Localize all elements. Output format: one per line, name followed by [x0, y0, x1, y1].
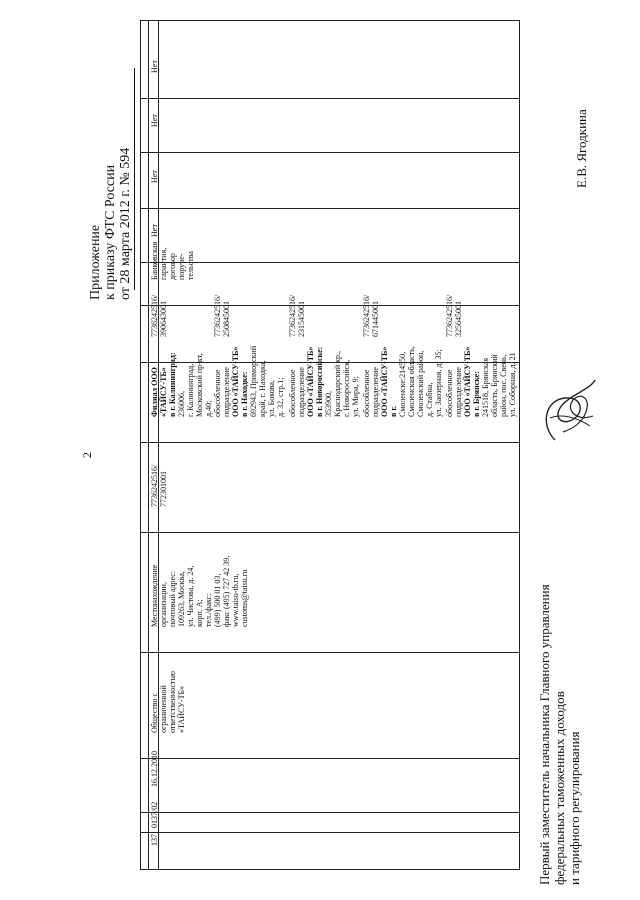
- header-underline: [134, 68, 135, 290]
- row-number: 137: [150, 834, 159, 846]
- value-b: Нет: [150, 170, 159, 183]
- value-c: Нет: [150, 114, 159, 127]
- inn-kpp: 7736242516/ 772301001: [150, 464, 168, 507]
- branch-2-code: 7736242516/ 250845001: [213, 294, 231, 337]
- signer-position-line2: федеральных таможенных доходов: [552, 691, 567, 885]
- signer-name: Е.В. Ягодкина: [574, 109, 589, 188]
- branch-1-code: 7736242516/ 390643001: [150, 294, 168, 337]
- registration-date: 16.12.2010: [150, 751, 159, 787]
- branch-4: обособленное подразделение ООО «ТАЙСУ-ТБ» в г. Смоленске:214550, Смоленская область, Смоленский район, д. Стабна, ул. Заозерная, д. 35;: [362, 346, 443, 417]
- organization-name: Общество с ограниченной ответственностью «ТАЙСУ-ТБ»: [150, 670, 186, 733]
- branch-5: обособленное подразделение ООО «ТАЙСУ-ТБ» в г. Брянске: 241518, Брянская область, Брянский район, пос. Свень, ул. Соборная, д. 21: [445, 346, 517, 417]
- table-overlay: [140, 20, 520, 870]
- signer-position-line3: и тарифного регулирования: [567, 731, 582, 885]
- branch-2: обособленное подразделение ООО «ТАЙСУ-ТБ» в г. Находке: 692943, Приморский край, г. Находка, ул. Бокова, д. 32, стр.1;: [213, 345, 285, 417]
- appendix-title: Приложение: [88, 224, 103, 300]
- value-a: Нет: [150, 224, 159, 237]
- branch-3-code: 7736242516/ 231545001: [288, 294, 306, 337]
- page-number: 2: [80, 452, 94, 458]
- branch-4-code: 7736242516/ 671445001: [362, 294, 380, 337]
- branch-5-code: 7736242516/ 325645001: [445, 294, 463, 337]
- branch-3: обособленное подразделение ООО «ТАЙСУ-ТБ» в г. Новороссийске: 353900, Краснодарский кр., г. Новороссийск, ул. Мира, 9;: [288, 346, 360, 417]
- branch-1: Филиал ООО «ТАЙСУ-ТБ» в г. Калининград: 236006, г. Калининград, Московский пр-кт, д.40;: [150, 352, 213, 417]
- registration-number: 0137/02: [150, 801, 159, 828]
- value-d: Нет: [150, 60, 159, 73]
- order-date-number: от 28 марта 2012 г. № 594: [118, 147, 133, 300]
- signer-position-line1: Первый заместитель начальника Главного управления: [537, 584, 552, 885]
- organization-address: Местонахождение организации, почтовый адрес: 109263, Москва, ул. Чистова, д. 24, корп. А; тел./факс: (499) 500 01 03, факс (495) 727 42 39, www.taisu-tb.ru, customs@taisu.ru: [150, 555, 249, 627]
- security-type: Банковская гарантия, договор поруче- тельства: [150, 241, 195, 280]
- signature: [535, 370, 605, 450]
- order-reference: к приказу ФТС России: [103, 164, 118, 300]
